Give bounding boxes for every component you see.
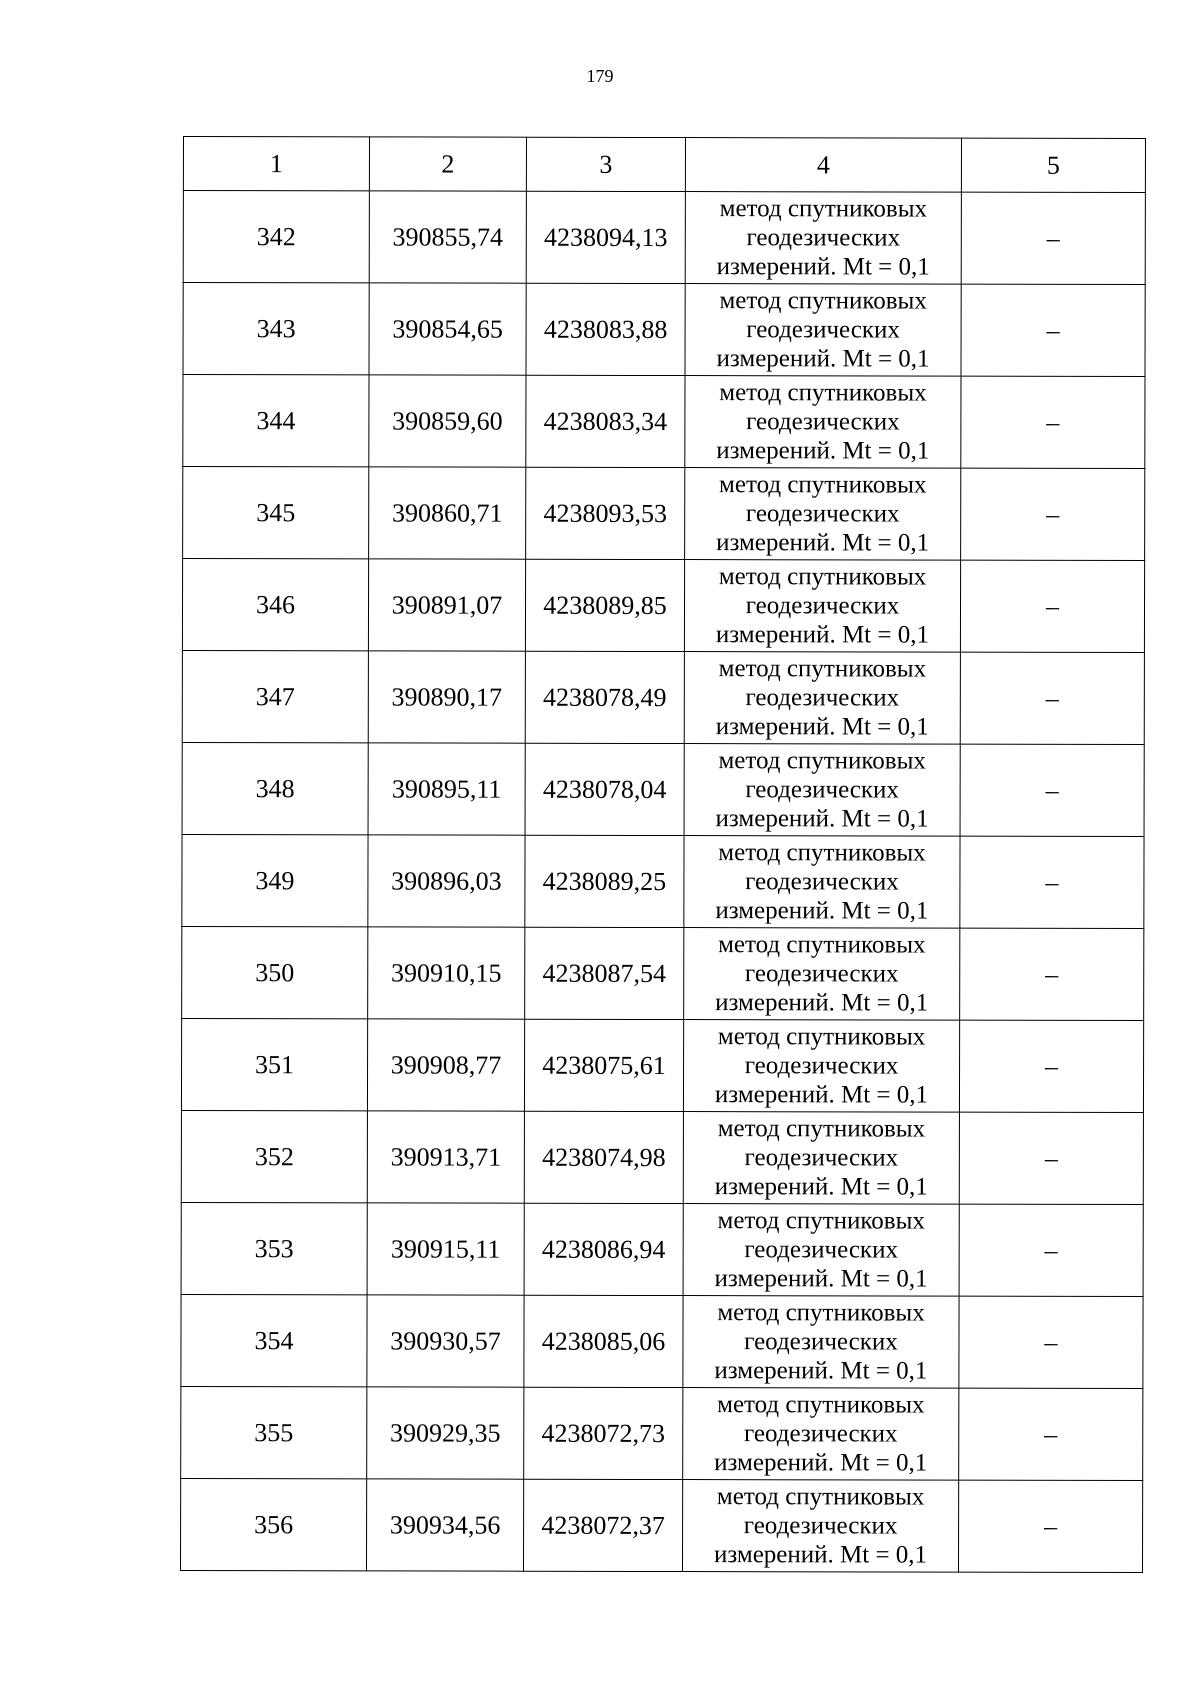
coordinate-y-cell: 4238093,53 [526,467,685,559]
method-line: измерений. Mt = 0,1 [715,897,929,925]
table-row [183,467,1145,561]
method-line: измерений. Mt = 0,1 [716,437,930,465]
coordinate-y-cell: 4238089,25 [525,835,684,927]
note-cell: – [959,1112,1143,1204]
note-cell: – [961,192,1145,284]
method-line: метод спутниковых [718,839,926,867]
point-number-cell: 347 [182,650,368,742]
method-line: геодезических [743,1420,898,1448]
coordinate-y-cell: 4238075,61 [524,1019,683,1111]
column-header: 3 [526,137,685,191]
coordinate-x-cell: 390934,56 [366,1479,523,1571]
table-row [182,926,1144,1020]
table-row [183,375,1145,469]
method-line: метод спутниковых [717,1299,925,1327]
method-cell [684,560,960,653]
point-number-cell: 342 [183,191,369,283]
table-row [182,742,1144,836]
method-line: геодезических [745,500,900,528]
point-number-cell: 354 [181,1294,367,1386]
point-number-cell: 346 [182,559,368,651]
method-line: геодезических [743,1512,898,1540]
method-line: измерений. Mt = 0,1 [713,1541,928,1569]
coordinate-x-cell: 390890,17 [368,651,525,743]
note-cell: – [959,1020,1143,1112]
coordinate-x-cell: 390854,65 [369,283,526,375]
coordinate-x-cell: 390929,35 [367,1387,524,1479]
point-number-cell: 349 [182,834,368,926]
coordinate-x-cell: 390913,71 [367,1111,524,1203]
method-line: геодезических [746,408,900,436]
point-number-cell: 352 [181,1110,367,1202]
coordinate-x-cell: 390860,71 [369,467,526,559]
point-number-cell: 356 [180,1478,366,1570]
column-header: 1 [183,137,369,191]
method-cell [684,744,960,837]
point-number-cell: 353 [181,1202,367,1294]
note-cell: – [959,1296,1143,1388]
method-cell [685,376,961,469]
coordinate-y-cell: 4238072,73 [524,1387,683,1479]
method-line: геодезических [745,776,899,804]
table-row [182,834,1144,928]
method-line: геодезических [745,592,900,620]
method-line: измерений. Mt = 0,1 [714,1357,928,1385]
coordinate-y-cell: 4238078,49 [525,651,684,743]
coordinate-x-cell: 390896,03 [368,835,525,927]
method-line: метод спутниковых [719,195,928,223]
table-row [181,1110,1143,1204]
method-line: метод спутниковых [719,287,927,315]
method-line: измерений. Mt = 0,1 [714,1449,928,1477]
coordinate-y-cell: 4238094,13 [526,191,685,283]
method-cell [683,1388,959,1481]
note-cell: – [960,652,1144,744]
column-header: 4 [685,138,961,193]
table-body [180,191,1145,1573]
coordinate-y-cell: 4238086,94 [524,1203,683,1295]
table-row [183,191,1145,285]
coordinate-y-cell: 4238089,85 [525,559,684,651]
coordinate-y-cell: 4238074,98 [524,1111,683,1203]
coordinate-x-cell: 390895,11 [368,743,525,835]
method-line: измерений. Mt = 0,1 [715,805,929,833]
method-line: метод спутниковых [717,1391,925,1419]
coordinate-y-cell: 4238072,37 [523,1479,682,1571]
note-cell: – [960,560,1144,652]
coordinate-x-cell: 390915,11 [367,1203,524,1295]
method-line: измерений. Mt = 0,1 [714,1173,928,1201]
coordinate-x-cell: 390908,77 [367,1019,524,1111]
point-number-cell: 348 [182,742,368,834]
method-line: метод спутниковых [717,1207,925,1235]
method-line: метод спутниковых [718,655,927,683]
method-cell [685,284,961,377]
note-cell: – [958,1480,1142,1572]
method-cell [683,1112,959,1205]
method-line: геодезических [744,960,899,988]
note-cell: – [961,376,1145,468]
method-cell [684,836,960,929]
method-cell [683,1020,959,1113]
method-line: измерений. Mt = 0,1 [714,1265,928,1293]
table-row [181,1202,1143,1296]
method-cell [683,1296,959,1389]
table-row [181,1294,1143,1388]
method-line: геодезических [744,1328,898,1356]
coordinates-table [180,136,1146,1573]
point-number-cell: 345 [183,467,369,559]
method-line: измерений. Mt = 0,1 [716,345,930,373]
point-number-cell: 344 [183,375,369,467]
method-line: геодезических [744,1144,899,1172]
method-line: метод спутниковых [718,563,927,591]
note-cell: – [960,928,1144,1020]
note-cell: – [959,1204,1143,1296]
method-line: геодезических [744,1236,898,1264]
point-number-cell: 343 [183,283,369,375]
coordinate-x-cell: 390930,57 [367,1295,524,1387]
coordinate-x-cell: 390859,60 [369,375,526,467]
coordinate-y-cell: 4238078,04 [525,743,684,835]
coordinate-x-cell: 390855,74 [369,191,526,283]
column-header: 5 [961,138,1145,192]
method-line: геодезических [745,868,899,896]
method-cell [682,1480,958,1573]
method-cell [684,928,960,1021]
note-cell: – [960,836,1144,928]
method-line: геодезических [746,316,900,344]
table-row [181,1018,1143,1112]
method-cell [683,1204,959,1297]
note-cell: – [959,1388,1143,1480]
table-row [180,1478,1142,1572]
method-line: измерений. Mt = 0,1 [715,989,929,1017]
table-row [181,1386,1143,1480]
method-line: измерений. Mt = 0,1 [715,713,929,741]
method-line: геодезических [744,1052,899,1080]
method-cell [684,652,960,745]
note-cell: – [961,284,1145,376]
coordinate-y-cell: 4238085,06 [524,1295,683,1387]
method-line: метод спутниковых [719,379,927,407]
method-line: метод спутниковых [718,931,926,959]
coordinate-y-cell: 4238087,54 [525,927,684,1019]
method-line: измерений. Mt = 0,1 [716,529,930,557]
method-line: метод спутниковых [719,471,927,499]
method-line: измерений. Mt = 0,1 [714,1081,929,1109]
table-row [182,650,1144,744]
method-line: метод спутниковых [716,1483,925,1511]
column-header: 2 [369,137,526,191]
method-cell [685,468,961,561]
table-header-row [183,137,1145,193]
coordinate-x-cell: 390891,07 [368,559,525,651]
table-row [182,559,1144,653]
method-line: геодезических [745,684,900,712]
note-cell: – [960,744,1144,836]
coordinate-y-cell: 4238083,88 [526,283,685,375]
method-line: геодезических [746,224,901,252]
method-cell [685,192,961,285]
note-cell: – [961,468,1145,560]
table-row [183,283,1145,377]
method-line: метод спутниковых [718,747,926,775]
page-number: 179 [586,66,614,86]
method-line: измерений. Mt = 0,1 [716,253,930,281]
point-number-cell: 351 [181,1018,367,1110]
method-line: метод спутниковых [717,1023,926,1051]
coordinate-y-cell: 4238083,34 [526,375,685,467]
coordinate-x-cell: 390910,15 [368,927,525,1019]
point-number-cell: 355 [181,1386,367,1478]
point-number-cell: 350 [182,926,368,1018]
method-line: метод спутниковых [717,1115,926,1143]
method-line: измерений. Mt = 0,1 [715,621,930,649]
